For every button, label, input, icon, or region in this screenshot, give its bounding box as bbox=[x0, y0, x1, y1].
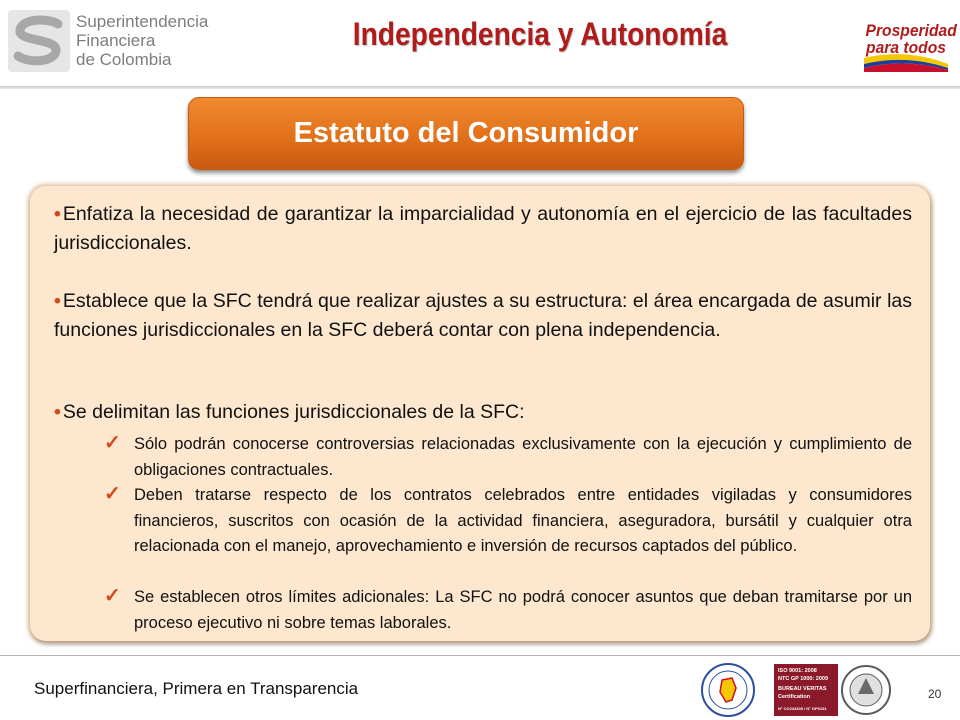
cert-line: BUREAU VERITAS bbox=[778, 686, 827, 692]
bureau-veritas-seal-icon bbox=[840, 664, 892, 716]
checkmark-icon: ✓ bbox=[104, 585, 121, 607]
check-subitem-text: Deben tratarse respecto de los contratos celebrados entre entidades vigiladas y consumidores financieros, suscritos con ocasión de la actividad financiera, aseguradora, bursátil y cualquier otra relacionada con el manejo, aprovechamiento e inversión de recursos captados del público. bbox=[134, 486, 912, 555]
cert-line: ISO 9001: 2008 bbox=[778, 668, 817, 674]
bullet-text: Enfatiza la necesidad de garantizar la imparcialidad y autonomía en el ejercicio de las facultades jurisdiccionales. bbox=[54, 203, 912, 254]
check-subitem bbox=[104, 432, 912, 483]
slide-header bbox=[0, 0, 960, 95]
footer-divider bbox=[0, 655, 960, 656]
checkmark-icon: ✓ bbox=[104, 483, 121, 505]
check-subitem-text: Sólo podrán conocerse controversias relacionadas exclusivamente con la ejecución y cumplimiento de obligaciones contractuales. bbox=[134, 435, 912, 479]
checkmark-icon: ✓ bbox=[104, 432, 121, 454]
sfc-logo-line-1: Superintendencia bbox=[76, 12, 209, 31]
bureau-veritas-certification bbox=[774, 664, 892, 716]
footer-tagline: Superfinanciera, Primera en Transparencia bbox=[34, 679, 359, 698]
cert-line: N° CO234339 / N° GP0151 bbox=[778, 706, 827, 711]
prosperidad-logo-line-2: para todos bbox=[866, 38, 946, 57]
content-panel bbox=[30, 186, 930, 641]
certification-seal-icon bbox=[700, 662, 756, 718]
bullet-icon: • bbox=[54, 290, 61, 312]
sfc-logo-text bbox=[76, 12, 208, 69]
section-title-banner bbox=[188, 97, 744, 170]
section-title: Estatuto del Consumidor bbox=[293, 117, 639, 149]
sfc-s-logo-icon bbox=[8, 10, 70, 72]
header-divider bbox=[0, 86, 960, 89]
sfc-logo bbox=[8, 10, 223, 72]
bullet-item bbox=[54, 200, 912, 258]
cert-line: Certification bbox=[778, 694, 811, 700]
bullet-text: Establece que la SFC tendrá que realizar ajustes a su estructura: el área encargada de asumir las funciones jurisdiccionales en la SFC deberá contar con plena independencia. bbox=[54, 290, 912, 341]
prosperidad-logo-line-1: Prosperidad bbox=[865, 21, 957, 40]
prosperidad-logo bbox=[862, 8, 957, 72]
bullet-text: Se delimitan las funciones jurisdiccionales de la SFC: bbox=[62, 401, 525, 423]
bullet-icon: • bbox=[54, 401, 61, 423]
bullet-icon: • bbox=[54, 203, 61, 225]
bullet-item bbox=[54, 287, 912, 345]
page-number: 20 bbox=[928, 687, 942, 701]
sfc-logo-line-2: Financiera bbox=[76, 31, 156, 50]
certification-panel bbox=[774, 664, 838, 716]
check-subitem bbox=[104, 585, 912, 636]
check-subitem-text: Se establecen otros límites adicionales: La SFC no podrá conocer asuntos que deban tramitarse por un proceso ejecutivo ni sobre temas laborales. bbox=[134, 588, 912, 632]
sfc-logo-line-3: de Colombia bbox=[76, 50, 172, 69]
page-title: Independencia y Autonomía bbox=[352, 16, 728, 52]
check-subitem bbox=[104, 483, 912, 560]
cert-line: NTC GP 1000: 2009 bbox=[778, 676, 829, 682]
bullet-item bbox=[54, 398, 912, 427]
